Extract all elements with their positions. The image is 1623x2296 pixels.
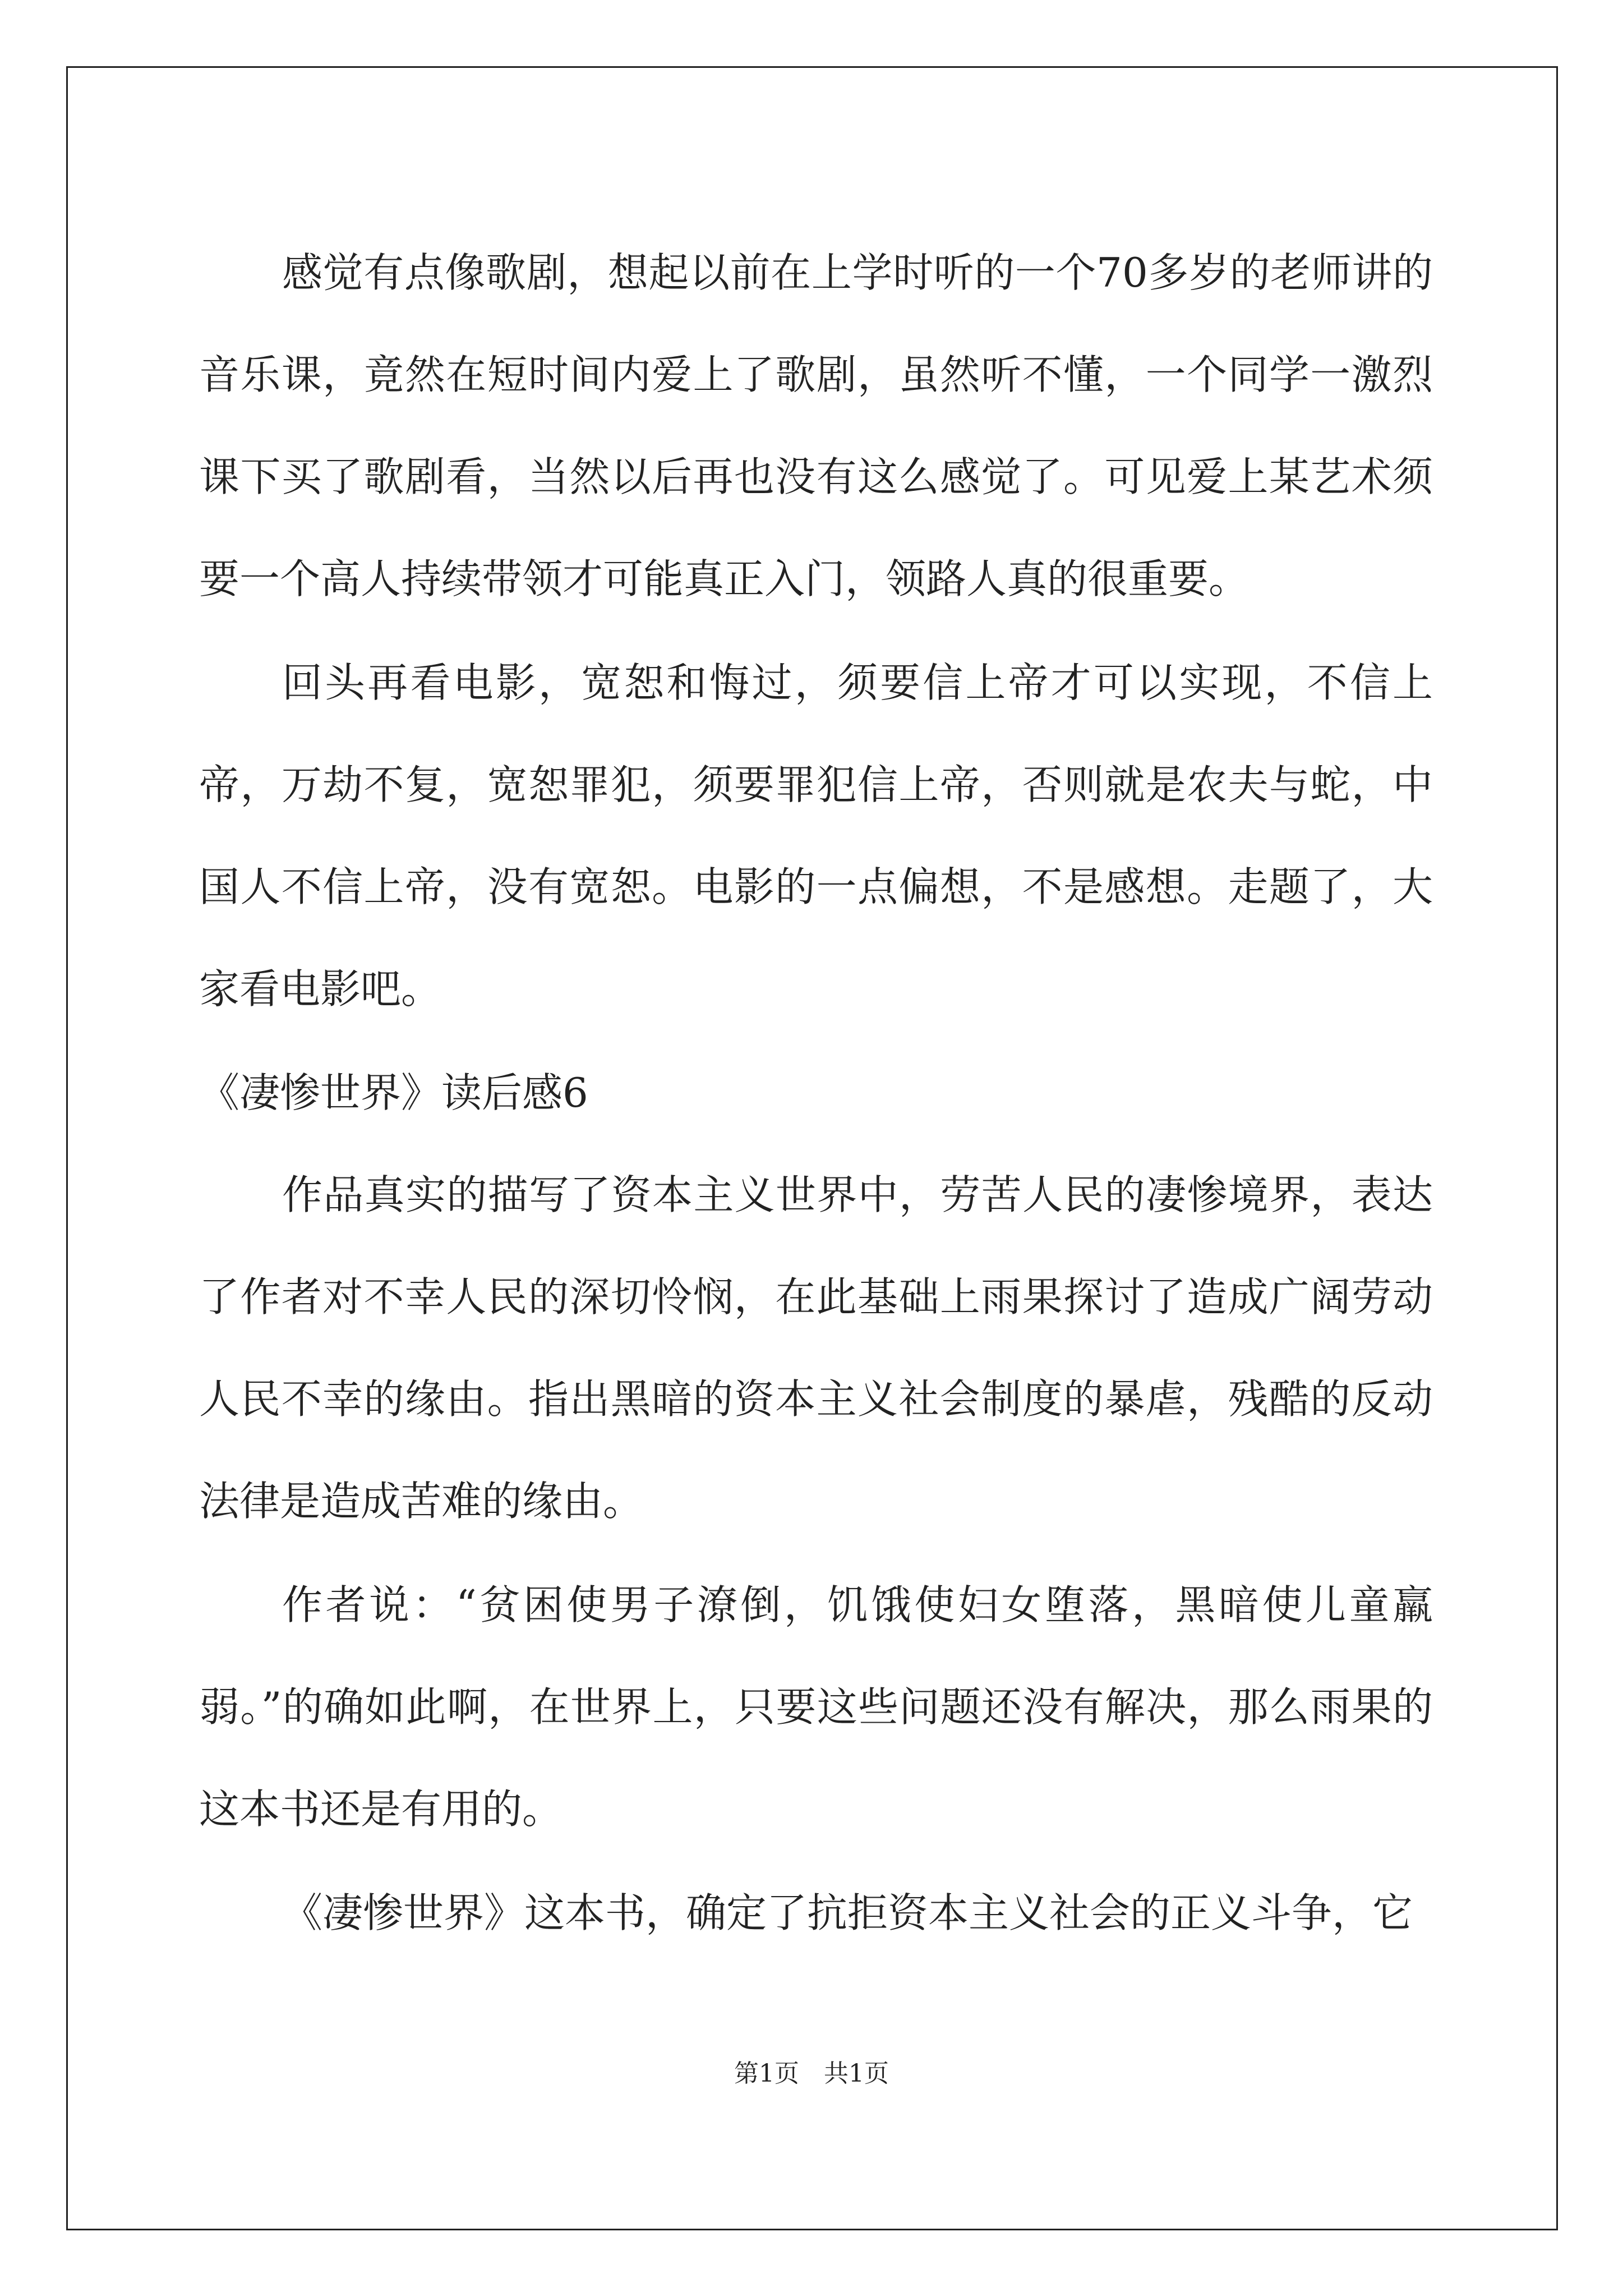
document-body	[199, 222, 1433, 1966]
paragraph: 作者说：“贫困使男子潦倒，饥饿使妇女堕落，黑暗使儿童羸弱。”的确如此啊，在世界上，只要这些问题还没有解决，那么雨果的这本书还是有用的。	[199, 1581, 1433, 1833]
paragraph: 感觉有点像歌剧，想起以前在上学时听的一个70多岁的老师讲的音乐课，竟然在短时间内爱上了歌剧，虽然听不懂，一个同学一激烈课下买了歌剧看，当然以后再也没有这么感觉了。可见爱上某艺术须要一个高人持续带领才可能真正入门，领路人真的很重要。	[199, 249, 1433, 602]
page-number-footer: 第1页 共1页	[734, 2059, 889, 2088]
paragraph: 作品真实的描写了资本主义世界中，劳苦人民的凄惨境界，表达了作者对不幸人民的深切怜悯，在此基础上雨果探讨了造成广阔劳动人民不幸的缘由。指出黑暗的资本主义社会制度的暴虐，残酷的反动法律是造成苦难的缘由。	[199, 1171, 1433, 1525]
paragraph: 回头再看电影，宽恕和悔过，须要信上帝才可以实现，不信上帝，万劫不复，宽恕罪犯，须要罪犯信上帝，否则就是农夫与蛇，中国人不信上帝，没有宽恕。电影的一点偏想，不是感想。走题了，大家看电影吧。	[199, 659, 1433, 1013]
section-heading: 《凄惨世界》读后感6	[199, 1069, 588, 1116]
paragraph: 《凄惨世界》这本书，确定了抗拒资本主义社会的正义斗争，它	[282, 1889, 1413, 1936]
